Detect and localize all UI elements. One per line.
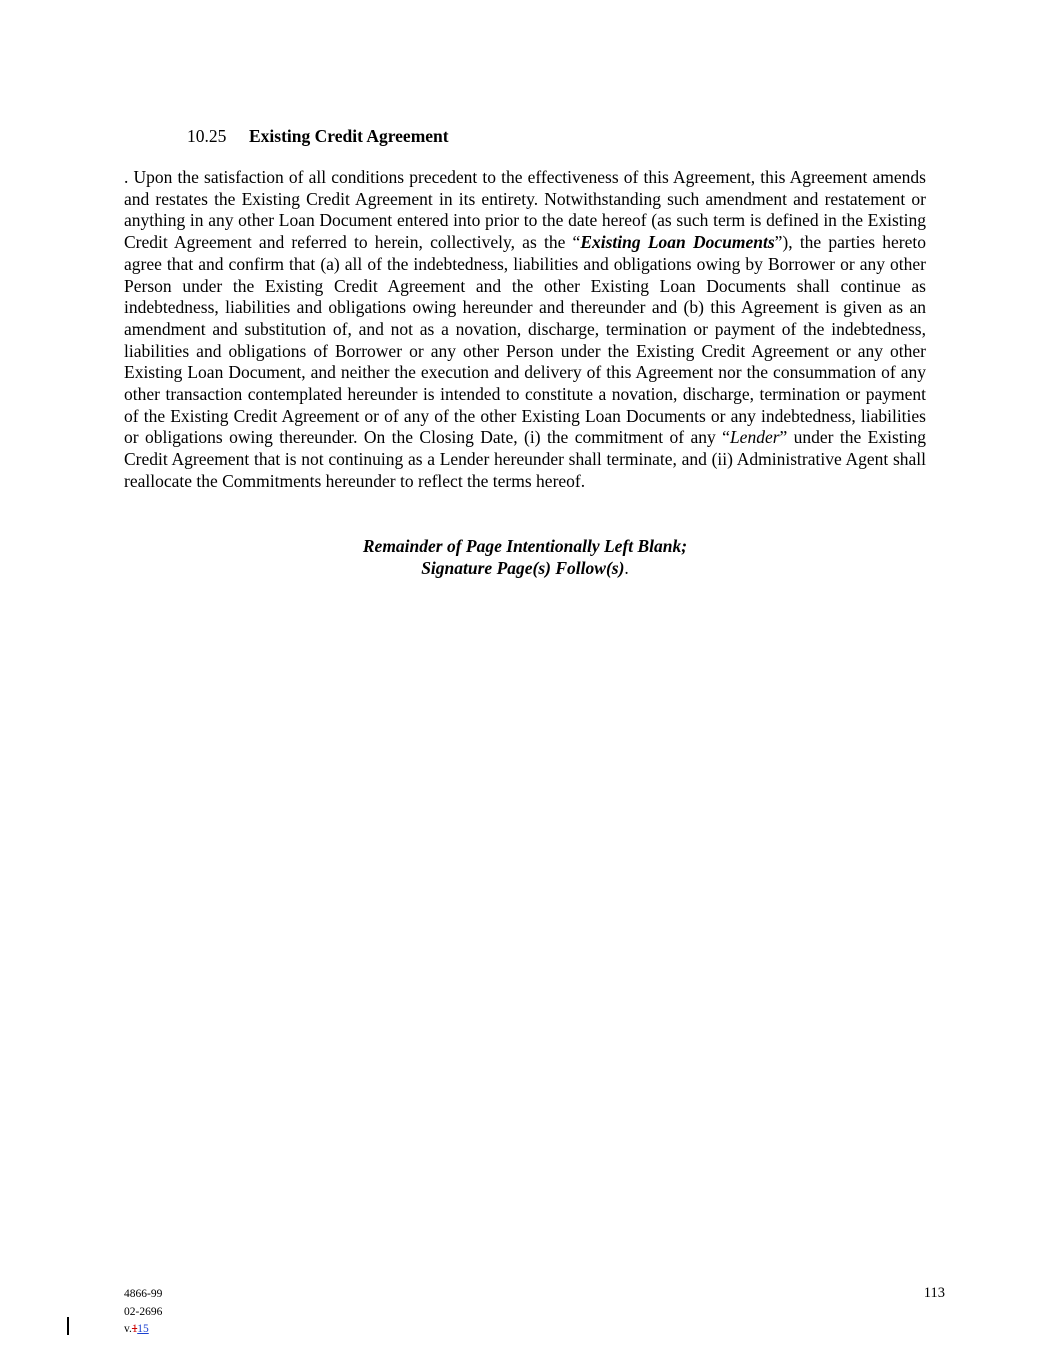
section-paragraph [124,167,926,493]
paragraph-text-part1: . Upon the satisfaction of all conditions precedent to the effectiveness of this Agreement, this Agreement amends and restates the Existing Credit Agreement in its entirety. Notwithstanding such amendment and restatement or anything in any other Loan Document entered into prior to the date hereof (as such term is defined in the Existing Credit Agreement and referred to herein, collectively, as the “ [124,167,926,253]
defined-term-existing-loan-documents: Existing Loan Documents [580,232,775,253]
version-line [124,1321,162,1339]
version-prefix: v. [124,1323,132,1335]
closing-notice [124,535,926,579]
defined-term-lender: Lender [729,427,780,448]
section-title: Existing Credit Agreement [249,126,449,146]
closing-line-2: Signature Page(s) Follow(s) [421,558,625,578]
doc-id-line-1: 4866-99 [124,1288,163,1300]
doc-id-line-2: 02-2696 [124,1305,163,1318]
section-number: 10.25 [187,126,227,146]
version-inserted: 15 [137,1323,149,1335]
version-deleted: 1 [131,1323,138,1335]
paragraph-text-part3: ” under the Existing Credit Agreement that is not continuing as a Lender hereunder shall terminate, and (ii) Administrative Agent shall reallocate the Commitments hereunder to reflect the terms hereof. [124,427,926,491]
closing-period: . [624,558,629,578]
closing-line-1: Remainder of Page Intentionally Left Blank; [362,536,688,556]
paragraph-text-part2: ”), the parties hereto agree that and confirm that (a) all of the indebtedness, liabilities and obligations owing by Borrower or any other Person under the Existing Credit Agreement and the other Existing Loan Documents shall continue as indebtedness, liabilities and obligations owing hereunder and thereunder and (b) this Agreement is given as an amendment and substitution of, and not as a novation, discharge, termination or payment of the indebtedness, liabilities and obligations of Borrower or any other Person under the Existing Credit Agreement or any other Existing Loan Document, and neither the execution and delivery of this Agreement nor the consummation of any other transaction contemplated hereunder is intended to constitute a novation, discharge, termination or payment of the Existing Credit Agreement or of any of the other Existing Loan Documents or any indebtedness, liabilities or obligations owing thereunder. On the Closing Date, (i) the commitment of any “ [124,232,926,448]
document-id-footer [124,1286,162,1339]
revision-change-bar [67,1317,69,1335]
page-number: 113 [923,1285,945,1301]
section-heading [187,125,449,147]
